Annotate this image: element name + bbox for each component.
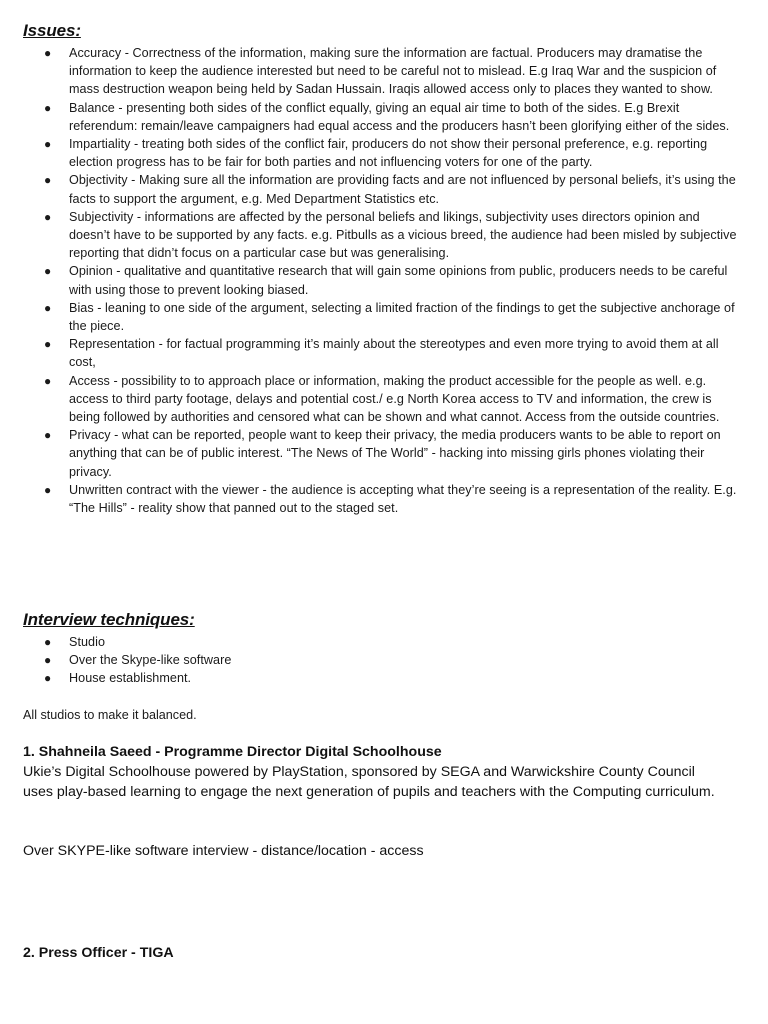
list-item (0, 669, 768, 687)
bullet-icon: ● (44, 373, 52, 388)
list-item (0, 633, 768, 651)
list-item-text: Bias - leaning to one side of the argument, selecting a limited fraction of the findings to get the subjective anchorage of the piece. (69, 300, 735, 334)
list-item (0, 99, 768, 135)
interview-techniques-list (0, 633, 768, 688)
list-item-text: Subjectivity - informations are affected by the personal beliefs and likings, subjectivity uses directors opinion and doesn’t have to be supported by any facts. e.g. Pitbulls as a vicious breed, the audience had been misled by subjective reporting that didn’t focus on a particular case but was generalising. (69, 209, 737, 261)
list-item (0, 372, 768, 427)
bullet-icon: ● (44, 428, 52, 443)
bullet-icon: ● (44, 137, 52, 152)
list-item (0, 481, 768, 517)
interviewee-2-title: 2. Press Officer - TIGA (23, 945, 174, 961)
interviewee-1-title: 1. Shahneila Saeed - Programme Director Digital Schoolhouse (23, 744, 442, 760)
list-item (0, 335, 768, 371)
list-item (0, 171, 768, 207)
interviewee-1-description: Ukie’s Digital Schoolhouse powered by PlayStation, sponsored by SEGA and Warwickshire County Council uses play-based learning to engage the next generation of pupils and teachers with the Computing curriculum. (23, 764, 715, 800)
bullet-icon: ● (44, 209, 52, 224)
list-item-text: Accuracy - Correctness of the information, making sure the information are factual. Producers may dramatise the information to keep the audience interested but need to be careful not to mislead. E.g Iraq War and the suspicion of mass destruction weapon being held by Sadan Hussain. Iraqis allowed access only to places they wanted to show. (69, 46, 717, 97)
list-item (0, 208, 768, 263)
list-item-text: Access - possibility to to approach place or information, making the product accessible for the people as well. e.g. access to third party footage, delays and potential cost./ e.g North Korea access to TV and information, the crew is being followed by authorities and censored what can be shown and what cannot. Access from the outside countries. (69, 373, 720, 425)
list-item-text: Studio (69, 635, 106, 649)
bullet-icon: ● (44, 46, 52, 60)
bullet-icon: ● (44, 173, 52, 188)
list-item-text: Objectivity - Making sure all the information are providing facts and are not influenced by personal beliefs, it’s using the facts to support the argument, e.g. Med Department Statistics etc. (69, 173, 736, 206)
issues-list (0, 44, 768, 517)
issues-heading: Issues: (23, 21, 81, 40)
bullet-icon: ● (44, 337, 52, 352)
bullet-icon: ● (44, 671, 52, 686)
bullet-icon: ● (44, 482, 52, 497)
list-item-text: Privacy - what can be reported, people want to keep their privacy, the media producers wants to be able to report on anything that can be of public interest. “The News of The World” - hacking into missing girls phones violating their privacy. (69, 428, 721, 479)
list-item (0, 651, 768, 669)
bullet-icon: ● (44, 653, 52, 668)
list-item (0, 135, 768, 171)
list-item-text: Unwritten contract with the viewer - the audience is accepting what they’re seeing is a representation of the reality. E.g. “The Hills” - reality show that panned out to the staged set. (69, 482, 737, 516)
interview-note: All studios to make it balanced. (23, 708, 197, 722)
list-item-text: House establishment. (69, 671, 192, 686)
interviewee-1-note: Over SKYPE-like software interview - distance/location - access (23, 843, 424, 859)
bullet-icon: ● (44, 300, 52, 315)
list-item-text: Opinion - qualitative and quantitative research that will gain some opinions from public, producers needs to be careful with using those to prevent looking biased. (69, 264, 728, 297)
list-item-text: Representation - for factual programming it’s mainly about the stereotypes and even more trying to avoid them at all cost, (69, 337, 719, 370)
list-item (0, 44, 768, 99)
list-item-text: Over the Skype-like software (69, 653, 232, 668)
bullet-icon: ● (44, 635, 52, 649)
list-item-text: Balance - presenting both sides of the conflict equally, giving an equal air time to both of the sides. E.g Brexit referendum: remain/leave campaigners had equal access and the producers hasn’t been glorifying either of the sides. (69, 100, 730, 133)
bullet-icon: ● (44, 264, 52, 279)
list-item-text: Impartiality - treating both sides of the conflict fair, producers do not show their personal preference, e.g. reporting election progress has to be fair for both parties and not influencing voters for one of the party. (69, 137, 708, 170)
list-item (0, 262, 768, 298)
list-item (0, 426, 768, 481)
bullet-icon: ● (44, 100, 52, 115)
interview-techniques-heading: Interview techniques: (23, 610, 195, 629)
list-item (0, 299, 768, 335)
